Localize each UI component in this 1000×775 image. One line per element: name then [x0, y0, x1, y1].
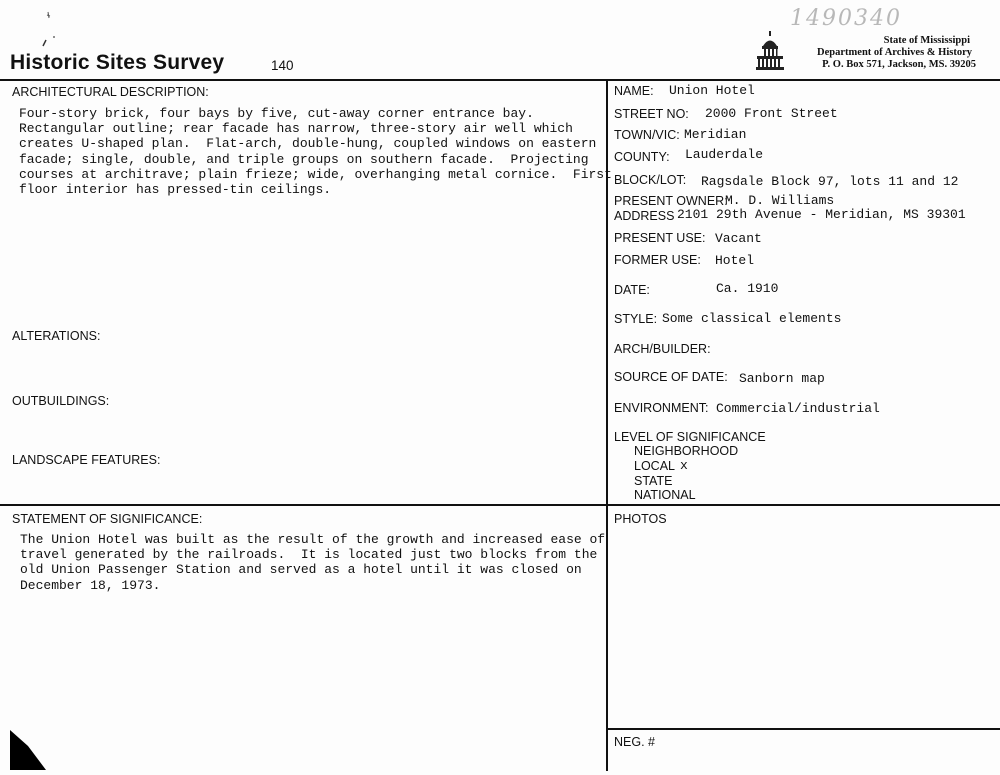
arch-builder-label: ARCH/BUILDER:: [614, 342, 711, 356]
agency-line-1: State of Mississippi: [883, 35, 970, 46]
present-use-value: Vacant: [715, 231, 762, 246]
statement-of-significance-label: STATEMENT OF SIGNIFICANCE:: [12, 512, 203, 526]
block-lot-value: Ragsdale Block 97, lots 11 and 12: [701, 174, 959, 189]
address-label: ADDRESS: [614, 209, 675, 223]
middle-divider: [0, 504, 1000, 506]
level-option-state: STATE: [634, 474, 673, 488]
page-title: Historic Sites Survey: [10, 51, 225, 74]
photos-label: PHOTOS: [614, 512, 667, 526]
environment-value: Commercial/industrial: [716, 401, 880, 416]
present-owner-value: M. D. Williams: [725, 193, 835, 208]
outbuildings-label: OUTBUILDINGS:: [12, 394, 110, 408]
level-of-significance-label: LEVEL OF SIGNIFICANCE: [614, 430, 766, 444]
level-option-local: LOCAL: [634, 459, 675, 473]
present-use-label: PRESENT USE:: [614, 231, 706, 245]
style-label: STYLE:: [614, 312, 658, 326]
date-value: Ca. 1910: [716, 281, 779, 296]
architectural-description-label: ARCHITECTURAL DESCRIPTION:: [12, 85, 209, 99]
county-value: Lauderdale: [685, 147, 764, 162]
name-value: Union Hotel: [669, 83, 755, 98]
town-vic-value: Meridian: [684, 127, 747, 142]
handwritten-id: 1490340: [790, 6, 902, 31]
neg-divider: [606, 728, 1000, 730]
present-owner-label: PRESENT OWNER:: [614, 194, 728, 208]
source-of-date-value: Sanborn map: [739, 371, 825, 386]
landscape-features-label: LANDSCAPE FEATURES:: [12, 453, 161, 467]
capitol-building-icon: [755, 30, 785, 72]
statement-of-significance-text: The Union Hotel was built as the result of the growth and increased ease of travel generated by the railroads. It is located just two blocks from the old Union Passenger Station and served as a hotel until it was closed on December 18, 1973.: [20, 532, 606, 593]
scan-speck-marks: [40, 10, 60, 50]
date-label: DATE:: [614, 283, 650, 297]
neg-label: NEG. #: [614, 735, 655, 749]
block-lot-label: BLOCK/LOT:: [614, 173, 687, 187]
former-use-value: Hotel: [715, 253, 755, 268]
name-label: NAME:: [614, 84, 654, 98]
town-vic-label: TOWN/VIC:: [614, 128, 680, 142]
alterations-label: ALTERATIONS:: [12, 329, 101, 343]
corner-mark: [10, 730, 46, 770]
architectural-description-text: Four-story brick, four bays by five, cut-away corner entrance bay. Rectangular outline; rear facade has narrow, three-story air well which creates U-shaped plan. Flat-arch, double-hung, coupled windows on eastern facade; single, double, and triple groups on southern facade. Projecting courses at architrave; plain frieze; wide, overhanging metal cornice. First floor interior has pressed-tin ceilings.: [19, 106, 612, 198]
agency-line-3: P. O. Box 571, Jackson, MS. 39205: [822, 59, 976, 70]
survey-number: 140: [271, 58, 294, 73]
header-divider: [0, 79, 1000, 81]
address-value: 2101 29th Avenue - Meridian, MS 39301: [677, 207, 966, 222]
level-option-national: NATIONAL: [634, 488, 696, 502]
level-option-neighborhood: NEIGHBORHOOD: [634, 444, 739, 458]
level-local-mark: x: [680, 458, 688, 473]
environment-label: ENVIRONMENT:: [614, 401, 709, 415]
source-of-date-label: SOURCE OF DATE:: [614, 370, 728, 384]
agency-line-2: Department of Archives & History: [817, 47, 972, 58]
county-label: COUNTY:: [614, 150, 670, 164]
street-no-label: STREET NO:: [614, 107, 689, 121]
style-value: Some classical elements: [662, 311, 842, 326]
street-no-value: 2000 Front Street: [705, 106, 838, 121]
former-use-label: FORMER USE:: [614, 253, 701, 267]
